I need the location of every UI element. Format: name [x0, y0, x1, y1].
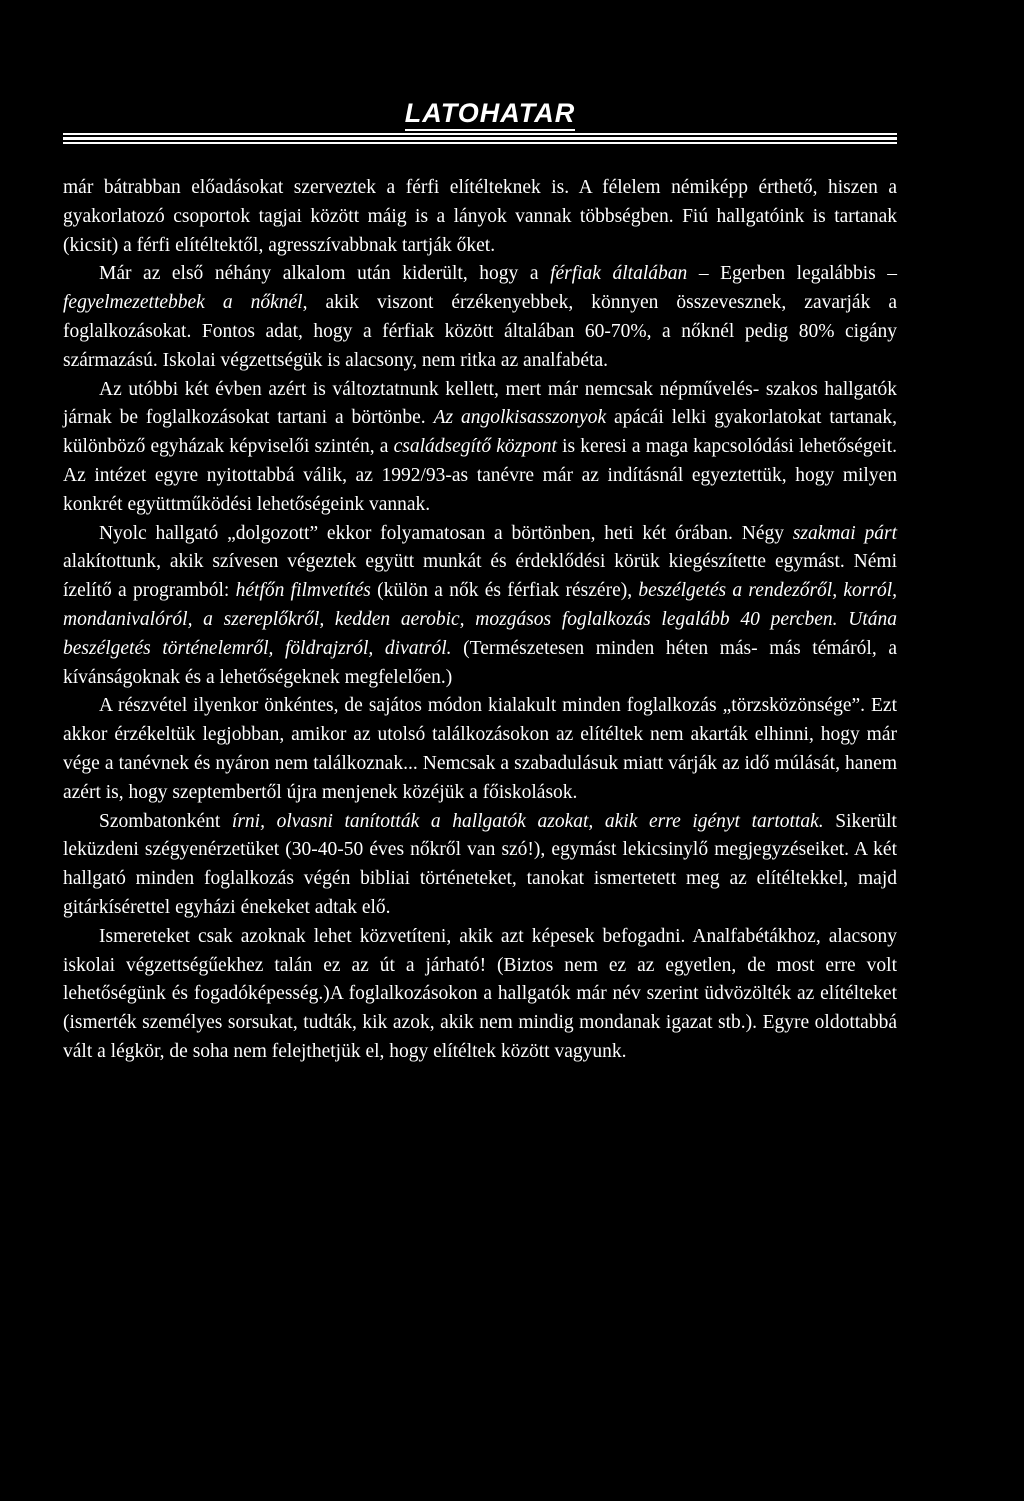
italic-text: családsegítő központ	[393, 436, 557, 458]
header-rule	[63, 142, 897, 144]
masthead-title: LATOHATAR	[63, 96, 897, 130]
italic-text: szakmai párt	[792, 522, 897, 544]
text-run: Nyolc hallgató „dolgozott” ekkor folyamatosan a börtönben, heti két órában. Négy	[99, 522, 793, 544]
text-run: A részvétel ilyenkor önkéntes, de sajátos módon kialakult minden foglalkozás „törzsközönsége”. Ezt akkor érzékeltük legjobban, amikor az utolsó találkozásokon az elítéltek nem akarták elhinni, hogy már vége a tanévnek és nyáron nem találkoznak... Nemcsak a szabadulásuk miatt várják az idő múlását, hanem azért is, hogy szeptembertől újra menjenek közéjük a főiskolások.	[63, 695, 897, 803]
paragraph	[63, 692, 897, 807]
article-body	[63, 174, 897, 1067]
text-run: Sikerült leküzdeni szégyenérzetüket (30-40-50 éves nőkről van szó!), egymást lekicsinylő megjegyzéseiket. A két hallgató minden foglalkozás végén bibliai történeteket, tanokat ismertetett meg az elítéltekkel, majd gitárkísérettel egyházi énekeket adtak elő.	[63, 810, 897, 918]
header-rule	[63, 133, 897, 135]
italic-text: férfiak általában	[550, 263, 688, 285]
paragraph	[63, 260, 897, 375]
text-run: Az utóbbi két évben azért is változtatnunk kellett, mert már nemcsak népművelés- szakos hallgatók járnak be foglalkozásokat tartani a börtönbe.	[63, 378, 897, 429]
italic-text: Az angolkisasszonyok	[433, 407, 607, 429]
text-run: , akik viszont érzékenyebbek, könnyen összevesznek, zavarják a foglalkozásokat. Fontos adat, hogy a férfiak között általában 60-70%, a nőknél pedig 80% cigány származású. Iskolai végzettségük is alacsony, nem ritka az analfabéta.	[63, 292, 897, 371]
italic-text: beszélgetés a rendezőről, korról, mondanivalóról, a szereplőkről, kedden aerobic, mozgásos foglalkozás legalább 40 percben. Utána beszélgetés történelemről, földrajzról, divatról.	[63, 580, 897, 659]
text-run: apácái lelki gyakorlatokat tartanak, különböző egyházak képviselői szintén, a	[63, 407, 897, 458]
italic-text: hétfőn filmvetítés	[235, 580, 371, 602]
italic-text: írni, olvasni tanították a hallgatók azokat, akik erre igényt tartottak.	[231, 810, 824, 832]
text-run: – Egerben legalábbis –	[687, 263, 898, 285]
page-header	[63, 96, 897, 148]
text-run: is keresi a maga kapcsolódási lehetőségeit. Az intézet egyre nyitottabbá válik, az 1992/93-as tanévre már az indításnál egyeztettük, hogy milyen konkrét együttműködési lehetőségeink vannak.	[63, 436, 898, 515]
paragraph	[63, 923, 897, 1067]
paragraph	[63, 376, 897, 520]
text-run: (külön a nők és férfiak részére),	[370, 580, 639, 602]
text-run: Szombatonként	[99, 810, 232, 832]
paragraph	[63, 174, 897, 260]
text-run: Már az első néhány alkalom után kiderült, hogy a	[99, 263, 551, 285]
text-run: Ismereteket csak azoknak lehet közvetíteni, akik azt képesek befogadni. Analfabétákhoz, alacsony iskolai végzettségűekhez talán ez az út a járható! (Biztos nem ez az egyetlen, de most erre volt lehetőségünk és fogadóképesség.)A foglalkozásokon a hallgatók már név szerint üdvözölték az elítélteket (ismerték személyes sorsukat, tudták, kik azok, akik nem mindig mondanak igazat stb.). Egyre oldottabbá vált a légkör, de soha nem felejthetjük el, hogy elítéltek között vagyunk.	[63, 925, 897, 1062]
italic-text: fegyelmezettebbek a nőknél	[63, 292, 303, 314]
paragraph	[63, 520, 897, 693]
header-rule	[63, 137, 897, 140]
paragraph	[63, 808, 897, 923]
text-run: (Természetesen minden héten más- más témáról, a kívánságoknak és a lehetőségeknek megfelelően.)	[63, 637, 897, 688]
text-run: alakítottunk, akik szívesen végeztek együtt munkát és érdeklődési körük kiegészítette egymást. Némi ízelítő a programból:	[63, 551, 897, 602]
document-page	[63, 96, 897, 1067]
text-run: már bátrabban előadásokat szerveztek a férfi elítélteknek is. A félelem némiképp érthető, hiszen a gyakorlatozó csoportok tagjai között máig is a lányok vannak többségben. Fiú hallgatóink is tartanak (kicsit) a férfi elítéltektől, agresszívabbnak tartják őket.	[63, 177, 897, 256]
